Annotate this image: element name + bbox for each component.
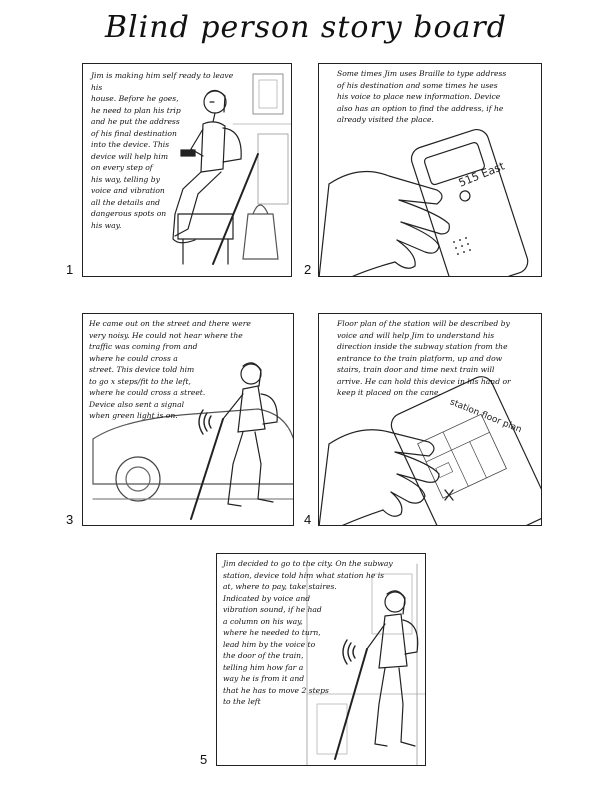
caption-line: voice and will help Jim to understand his: [337, 330, 495, 340]
caption-line: where he could cross a street.: [89, 388, 206, 397]
caption-line: direction inside the subway station from the: [337, 342, 508, 351]
caption-line: to the left: [223, 697, 261, 706]
caption-line: at, where to pay, take staires.: [223, 582, 337, 591]
caption-line: already visited the place.: [337, 115, 434, 124]
panel-5-number: 5: [200, 752, 208, 767]
caption-line: his way.: [91, 220, 122, 230]
caption-line: house. Before he goes,: [91, 94, 179, 103]
caption-line: his voice to place new information. Device: [337, 92, 501, 101]
caption-line: and he put the address: [91, 117, 180, 126]
caption-line: station, device told him what station he is: [223, 570, 385, 580]
caption-line: arrive. He can hold this device in his hand or: [337, 376, 511, 386]
caption-line: lead him by the voice to: [223, 639, 316, 649]
device-floor-plan-text: station floor plan: [448, 397, 523, 436]
braille-device-icon: [408, 126, 530, 277]
caption-line: where he could cross a: [89, 353, 178, 363]
storyboard-panel-2: [318, 63, 542, 277]
caption-line: of his destination and some times he uses: [337, 80, 498, 90]
panel-3-number: 3: [66, 512, 74, 527]
caption-line: traffic was coming from and: [89, 342, 198, 351]
caption-line: street. This device told him: [89, 365, 195, 374]
caption-line: also has an option to find the address, if he: [337, 103, 504, 113]
storyboard-panel-5: [216, 553, 426, 766]
panel-1-caption: [91, 70, 241, 231]
caption-line: a column on his way,: [223, 616, 303, 626]
caption-line: very noisy. He could not hear where the: [89, 330, 243, 340]
panel-3-caption: [89, 318, 293, 422]
caption-line: He came out on the street and there were: [89, 319, 251, 328]
caption-line: into the device. This: [91, 140, 170, 149]
caption-line: Device also sent a signal: [89, 399, 185, 409]
caption-line: to go x steps/fit to the left,: [89, 376, 191, 386]
caption-line: where he needed to turn,: [223, 628, 321, 637]
caption-line: all the details and: [91, 197, 161, 207]
panel-4-number: 4: [304, 512, 312, 527]
caption-line: voice and vibration: [91, 186, 165, 195]
panel-5-caption: [223, 558, 423, 708]
caption-line: of his final destination: [91, 128, 177, 138]
caption-line: device will help him: [91, 151, 169, 161]
caption-line: way he is from it and: [223, 674, 305, 683]
storyboard-panel-4: [318, 313, 542, 526]
storyboard-panel-3: [82, 313, 294, 526]
caption-line: keep it placed on the cane.: [337, 388, 441, 397]
device-address-text: 515 East: [456, 159, 507, 190]
caption-line: the door of the train,: [223, 651, 304, 660]
caption-line: entrance to the train platform, up and dow: [337, 353, 503, 363]
panel-1-number: 1: [66, 262, 74, 277]
caption-line: Jim decided to go to the city. On the subway: [223, 559, 393, 568]
caption-line: stairs, train door and time next train will: [337, 365, 495, 374]
caption-line: dangerous spots on: [91, 209, 167, 218]
panel-2-caption: [337, 68, 541, 126]
caption-line: Indicated by voice and: [223, 593, 311, 603]
page-title: Blind person story board: [105, 10, 507, 45]
caption-line: his way, telling by: [91, 174, 160, 184]
caption-line: on every step of: [91, 163, 153, 172]
caption-line: Floor plan of the station will be described by: [337, 319, 510, 328]
caption-line: when green light is on.: [89, 411, 178, 420]
caption-line: he need to plan his trip: [91, 105, 181, 115]
caption-line: Jim is making him self ready to leave his: [91, 71, 234, 92]
panel-4-caption: [337, 318, 542, 399]
caption-line: vibration sound, if he had: [223, 605, 322, 614]
caption-line: that he has to move 2 steps: [223, 685, 329, 695]
panel-2-number: 2: [304, 262, 312, 277]
caption-line: Some times Jim uses Braille to type address: [337, 69, 507, 78]
storyboard-panel-1: [82, 63, 292, 277]
caption-line: telling him how far a: [223, 662, 304, 672]
